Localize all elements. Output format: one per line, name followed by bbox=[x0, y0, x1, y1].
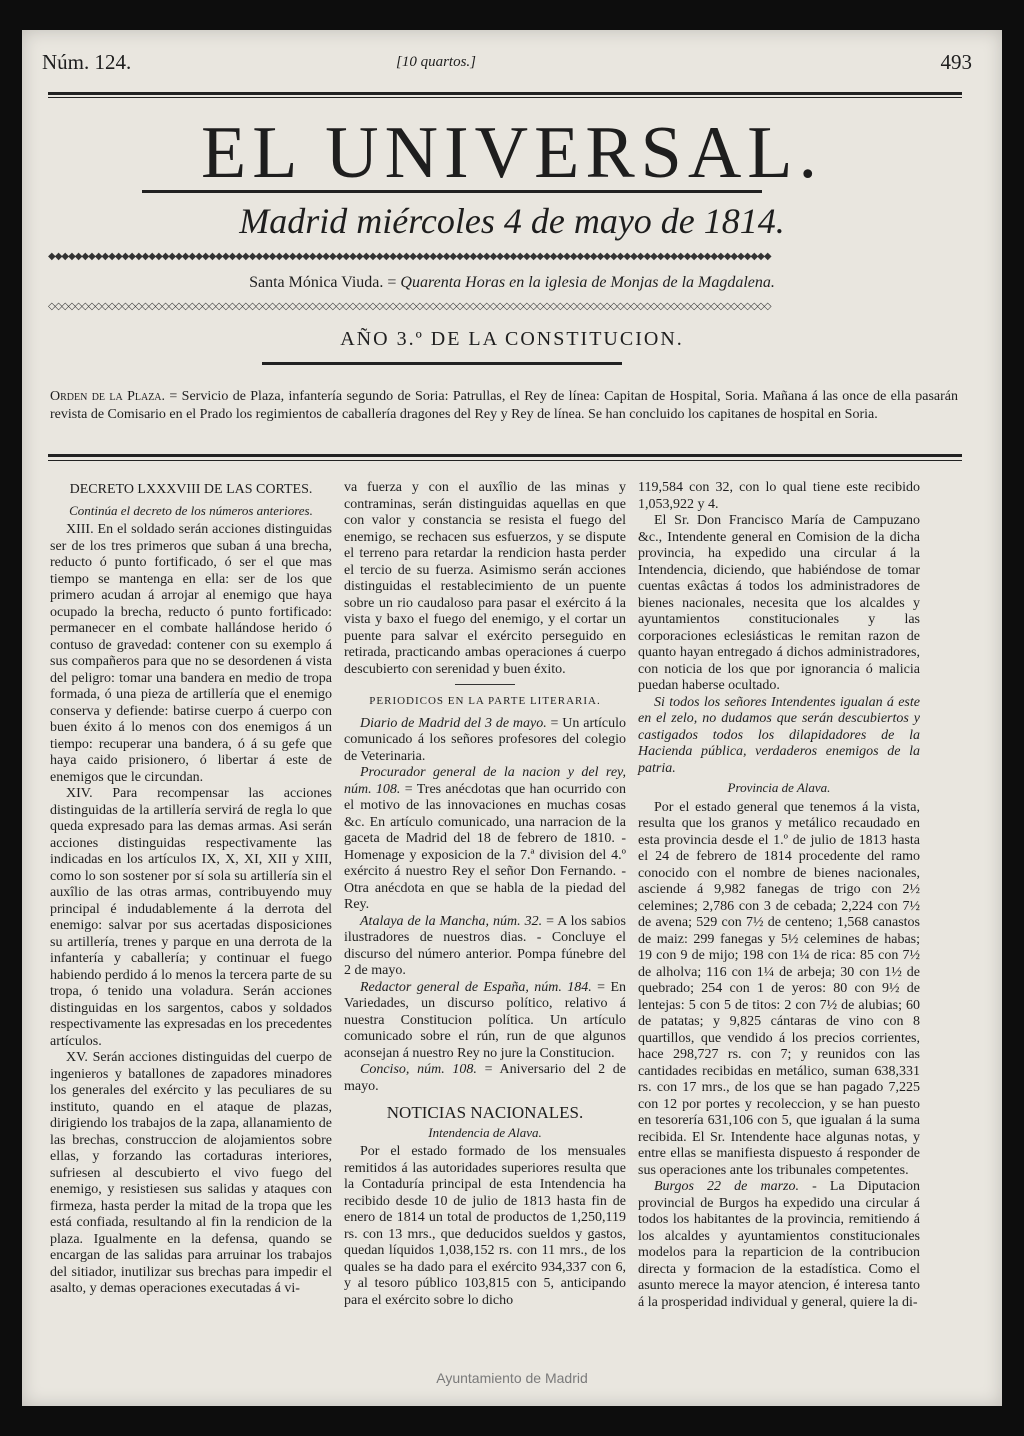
periodico-entry bbox=[344, 716, 626, 766]
editorial-comment: Si todos los señores Intendentes igualan á este en el zelo, no dudamos que serán descubiertos y castigados todos los dilapidadores de la Hacienda pública, verdaderos enemigos de la patria. bbox=[638, 694, 920, 776]
decree-heading: DECRETO LXXXVIII DE LAS CORTES. bbox=[69, 482, 313, 497]
devotion-note: Quarenta Horas en la iglesia de Monjas de la Magdalena. bbox=[400, 274, 775, 291]
periodico-entry bbox=[344, 980, 626, 1063]
periodico-title: Conciso, núm. 108. bbox=[360, 1062, 477, 1077]
periodico-text: = Aniversario del 2 de mayo. bbox=[344, 1062, 627, 1094]
burgos-dateline: Burgos 22 de marzo. bbox=[654, 1179, 800, 1194]
saints-line bbox=[22, 274, 1002, 292]
report-continuation: 119,584 con 32, con lo qual tiene este recibido 1,053,922 y 4. bbox=[638, 480, 920, 512]
issue-price: [10 quartos.] bbox=[396, 54, 477, 70]
masthead-topline bbox=[42, 50, 972, 90]
section-rule-thin bbox=[48, 460, 962, 461]
page-number: 493 bbox=[940, 50, 972, 74]
orden-de-la-plaza bbox=[50, 388, 958, 424]
newspaper-page bbox=[22, 30, 1002, 1406]
periodicos-heading: PERIODICOS EN LA PARTE LITERARIA. bbox=[369, 695, 601, 707]
issue-number: Núm. 124. bbox=[42, 50, 132, 74]
campuzano-circular: El Sr. Don Francisco María de Campuzano &c., Intendente general en Comision de la dicha provincia, ha expedido una circular á la Intendencia, diciendo, que habiéndose de tomar cuentas exâctas á todos los administradores de bienes nacionales, necesita que los alcaldes y ayuntamientos constitucionales y las corporaciones eclesiásticas le remitan razon de quanto hayan entregado á dichos administradores, con noticia de los que por ignorancia ó malicia puedan haberse ocultado. bbox=[638, 513, 920, 693]
ornament-border-top: ◆◆◆◆◆◆◆◆◆◆◆◆◆◆◆◆◆◆◆◆◆◆◆◆◆◆◆◆◆◆◆◆◆◆◆◆◆◆◆◆◆◆◆◆◆◆◆◆◆◆◆◆◆◆◆◆◆◆◆◆◆◆◆◆◆◆◆◆◆◆◆◆◆◆◆◆◆◆◆◆◆◆◆◆◆◆◆◆◆◆◆◆◆◆◆◆◆◆◆◆◆◆◆◆◆◆◆◆ bbox=[48, 252, 771, 262]
column-3 bbox=[638, 480, 920, 1311]
periodico-title: Diario de Madrid del 3 de mayo. bbox=[360, 715, 547, 731]
masthead-rule-top-thin bbox=[48, 97, 962, 98]
newspaper-title: EL UNIVERSAL. bbox=[201, 112, 823, 194]
periodico-entry bbox=[344, 1062, 626, 1095]
orden-label: Orden de la Plaza. bbox=[50, 389, 166, 404]
periodico-title: Atalaya de la Mancha, núm. 32. bbox=[360, 913, 543, 929]
periodico-entry bbox=[344, 914, 626, 980]
burgos-text: - La Diputacion provincial de Burgos ha expedido una circular á todos los habitantes de la provincia, remitiendo á los alcaldes y ayuntamientos constitucionales modelos para la reparticion de la contribucion directa y formacion de la estadística. Como el asunto merece la mayor atencion, é interesa tanto á la prosperidad individual y general, quiere la di- bbox=[638, 1179, 921, 1310]
masthead-rule-top bbox=[48, 92, 962, 95]
intendencia-report: Por el estado formado de los mensuales remitidos á las autoridades superiores resulta que la Contaduría principal de esta Intendencia ha recibido desde 10 de julio de 1813 hasta fin de enero de 1814 un total de productos de 1,250,119 rs. con 13 mrs., que deducidos sueldos y gastos, quedan líquidos 1,038,152 rs. con 11 mrs., de los quales se ha dado para el exército 934,337 con 6, y al tesoro público 103,815 con 5, anticipando para el exército sobre lo dicho bbox=[344, 1144, 626, 1308]
periodico-text: = Tres anécdotas que han ocurrido con el motivo de las innovaciones en muchas cosas &c. En artículo comunicado, una narracion de la gaceta de Madrid del 18 de febrero de 1810. - Homenage y exposicion de la 7.ª division del 4.º exército á nuestro Rey el señor Don Fernando. - Otra anécdota en que se habla de la piedad del Rey. bbox=[344, 781, 626, 912]
provincia-heading: Provincia de Alava. bbox=[727, 780, 831, 795]
title-rule bbox=[142, 190, 762, 193]
periodico-text: = A los sabios ilustradores de nuestros dias. - Concluye el discurso del número anterior. Pompa fúnebre del 2 de mayo. bbox=[344, 913, 626, 978]
decree-continuation: va fuerza y con el auxîlio de las minas y contraminas, serán distinguidas aquellas en que con valor y constancia se resista el fuego del enemigo, se rechacen sus esfuerzos, y se dispute el terreno para retardar la rendicion hasta perder el tercio de su fuerza. Asimismo serán acciones distinguidas el restablecimiento de un puente sobre un rio caudaloso para pasar el exército á la vista y baxo el fuego del enemigo, y el cortar un puente para salvar el exército perseguido en retirada, practicando ambas operaciones á cuerpo descubierto con serenidad y buen éxito. bbox=[344, 480, 626, 677]
periodico-title: Procurador general de la nacion y del rey, núm. 108. bbox=[344, 765, 626, 797]
intendencia-subheading: Intendencia de Alava. bbox=[428, 1124, 542, 1140]
archive-watermark: Ayuntamiento de Madrid bbox=[436, 1370, 588, 1386]
periodico-entry bbox=[344, 765, 626, 914]
decree-article-xv: XV. Serán acciones distinguidas del cuerpo de ingenieros y batallones de zapadores minadores los generales del exército y las peculiares de su instituto, quando en el ataque de plazas, dirigiendo los trabajos de la zapa, allanamiento de las brechas, construccion de alojamientos sobre ellas, y forzando las cortaduras interiores, sufriesen al descubierto el vivo fuego del enemigo, y resistiesen sus salidas y ataques con firmeza, hasta perder la mitad de la tropa que les está confiada, resultando al fin la rendicion de la plaza. Igualmente en la defensa, quando se encargan de las salidas para arruinar los trabajos del sitiador, inutilizar sus brechas para impedir el asalto, y demas operaciones executadas á vi- bbox=[50, 1050, 332, 1296]
periodico-title: Redactor general de España, núm. 184. bbox=[360, 979, 592, 995]
noticias-heading: NOTICIAS NACIONALES. bbox=[386, 1103, 584, 1122]
dateline: Madrid miércoles 4 de mayo de 1814. bbox=[239, 201, 785, 241]
decree-article-xiv: XIV. Para recompensar las acciones distinguidas de la artillería servirá de regla lo que queda expresado para las demas armas. Asi serán acciones distinguidas respectivamente las indicadas en los artículos IX, X, XI, XII y XIII, como lo son sostener por sí sola su artillería sin el auxîlio de las otras armas, contribuyendo muy principal é indudablemente á la derrota del enemigo: salvar por sus acertadas disposiciones su artillería, trenes y parque en una derrota de la infantería y caballería; y continuar el fuego habiendo perdido á lo menos la tercera parte de su tropa, ó tenido una voladura. Serán acciones distinguidas en los sargentos, cabos y soldados respectivamente las expresadas en los precedentes artículos. bbox=[50, 786, 332, 1049]
constitution-year: AÑO 3.º DE LA CONSTITUCION. bbox=[340, 328, 684, 350]
decree-subheading: Continúa el decreto de los números anteriores. bbox=[69, 502, 313, 518]
section-rule bbox=[48, 454, 962, 457]
saint-of-day: Santa Mónica Viuda. = bbox=[249, 274, 401, 291]
ornament-border-middle: ◇◇◇◇◇◇◇◇◇◇◇◇◇◇◇◇◇◇◇◇◇◇◇◇◇◇◇◇◇◇◇◇◇◇◇◇◇◇◇◇◇◇◇◇◇◇◇◇◇◇◇◇◇◇◇◇◇◇◇◇◇◇◇◇◇◇◇◇◇◇◇◇◇◇◇◇◇◇◇◇◇◇◇◇◇◇◇◇◇◇◇◇◇◇◇◇◇◇◇◇◇◇◇◇◇◇◇◇ bbox=[48, 302, 771, 312]
column-2 bbox=[344, 480, 626, 1309]
periodico-text: = Un artículo comunicado á los señores profesores del colegio de Veterinaria. bbox=[344, 715, 626, 764]
provincia-report: Por el estado general que tenemos á la vista, resulta que los granos y metálico recaudado en esta provincia desde el 1.º de julio de 1813 hasta el 24 de febrero de 1814 procedente del ramo conocido con el nombre de bienes nacionales, asciende á 9,982 fanegas de trigo con 2½ celemines; 2,786 con 3 de cebada; 2,224 con 7½ de avena; 529 con 7½ de centeno; 1,568 canastos de maiz: 299 fanegas y 5½ celemines de habas; 19 con 9 de mijo; 198 con 1¼ de rica: 85 con 7½ de alholva; 116 con 1¼ de arbeja; 30 con 1½ de quebrado; 254 con 1 de yeros: 80 con 9½ de lentejas: 5 con 5 de titos: 2 con 7½ de alubias; 60 de patatas; y 9,825 cántaras de vino con 8 quartillos, que vendido á los precios corrientes, hace 298,727 rs. con 7; y reunidos con las cantidades recibidas en metálico, suman 638,331 rs. con 17 mrs., de los que se han pagado 7,225 con 12 por portes y recoleccion, y se han puesto en tesorería 631,106 con 5, que igualan á la suma recibida. El Sr. Intendente hace algunas notas, y entre ellas se manifiesta dispuesto á responder de sus operaciones ante los tribunales competentes. bbox=[638, 799, 920, 1178]
orden-text: = Servicio de Plaza, infantería segundo de Soria: Patrullas, el Rey de línea: Capitan de Hospital, Soria. Mañana á las once de ella pasarán revista de Comisario en el Prado los regimientos de caballería dragones del Rey y Rey de línea. Se han concluido los capitanes de hospital en Soria. bbox=[50, 389, 958, 422]
burgos-report bbox=[638, 1179, 920, 1311]
periodico-text: = En Variedades, un discurso político, relativo á nuestra Constitucion política. Un artículo comunicado sobre el rún, run de que algunos aconsejan á nuestro Rey no jure la Constitucion. bbox=[344, 979, 626, 1061]
short-rule bbox=[455, 684, 515, 685]
column-1 bbox=[50, 480, 332, 1298]
year-rule bbox=[262, 362, 622, 365]
decree-article-xiii: XIII. En el soldado serán acciones distinguidas ser de los tres primeros que suban á una brecha, reducto ó punto fortificado, ó ser el que mas tiempo se mantenga en ella: ser de los que primero acudan á arrojar al enemigo que haya ocupado la brecha, reducto ó punto fortificado: permanecer en el combate hallándose herido ó contuso de gravedad: contener con su exemplo á sus compañeros para que no se desordenen á vista del peligro: tomar una bandera en medio de tropa formada, ó una pieza de artillería que el enemigo conserva y defiende: batirse cuerpo á cuerpo con buen éxito á lo menos con dos enemigos á un tiempo: recuperar una bandera, ó á su gefe que haya caido prisionero, ó libertar á este de enemigos que le circundan. bbox=[50, 522, 332, 785]
